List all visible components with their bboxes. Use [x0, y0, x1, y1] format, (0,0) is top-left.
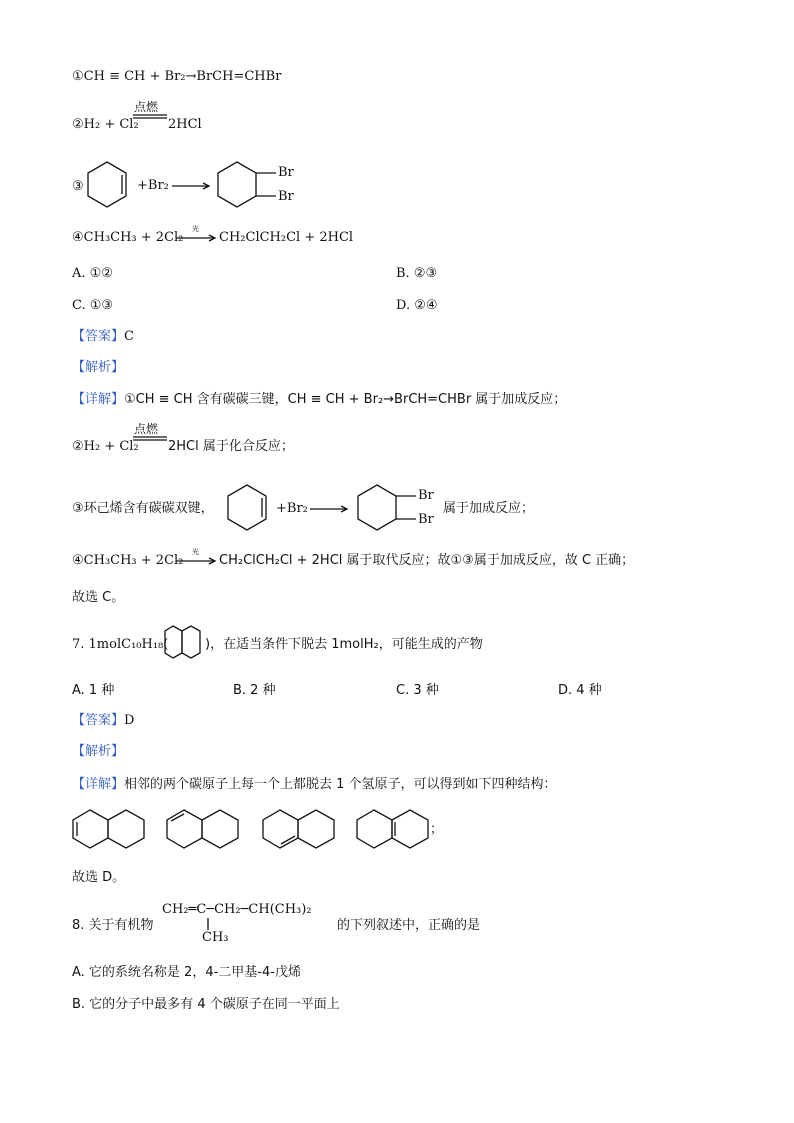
q6-detail-label: 【详解】 [72, 392, 125, 407]
q6-detail-2-double-line [133, 435, 167, 443]
q7-analysis-label: 【解析】 [72, 744, 125, 759]
q7-option-b: B. 2 种 [233, 683, 276, 698]
reaction-1: ①CH ≡ CH + Br₂→BrCH=CHBr [72, 69, 282, 84]
q7-answer-label: 【答案】 [72, 713, 125, 728]
q7-option-c: C. 3 种 [396, 683, 439, 698]
q6-detail-2-left: ②H₂ + Cl₂ [72, 439, 139, 454]
q6-detail-4-left: ④CH₃CH₃ + 2Cl₂ [72, 553, 184, 568]
reaction-2-double-line [133, 113, 167, 121]
q6-detail-1: ①CH ≡ CH 含有碳碳三键，CH ≡ CH + Br₂→BrCH=CHBr 属于加成反应； [124, 392, 567, 407]
q6-answer: C [124, 329, 134, 344]
q8-option-b: B. 它的分子中最多有 4 个碳原子在同一平面上 [72, 997, 340, 1012]
q7-conclusion: 故选 D。 [72, 870, 126, 885]
q6-option-b: B. ②③ [396, 266, 438, 281]
q6-detail-4-condition: 光 [192, 548, 199, 556]
q7-structures-semicolon: ； [430, 822, 444, 837]
product-structure-4 [356, 808, 432, 850]
detail-br-bottom: Br [418, 512, 434, 527]
reaction-2-left: ②H₂ + Cl₂ [72, 117, 139, 132]
q6-option-c: C. ①③ [72, 298, 114, 313]
reaction-4-arrow [176, 235, 216, 243]
product-structure-3 [262, 808, 338, 850]
detail-cyclohexene-structure [226, 484, 270, 532]
q7-stem-b: )，在适当条件下脱去 1molH₂，可能生成的产物 [205, 637, 483, 652]
q6-detail-4-arrow [176, 558, 216, 566]
q6-option-d: D. ②④ [396, 298, 438, 313]
q6-detail-2-right: 2HCl 属于化合反应； [168, 439, 294, 454]
q6-analysis-label: 【解析】 [72, 360, 125, 375]
q6-answer-label: 【答案】 [72, 329, 125, 344]
q6-conclusion: 故选 C。 [72, 590, 125, 605]
q6-detail-4-right: CH₂ClCH₂Cl + 2HCl 属于取代反应；故①③属于加成反应，故 C 正确； [219, 553, 635, 568]
q6-option-a: A. ①② [72, 266, 113, 281]
q7-stem-a: 7. 1molC₁₀H₁₈( [72, 637, 169, 652]
product-structure-2 [166, 808, 242, 850]
detail-br-top: Br [418, 488, 434, 503]
reaction-3-br-top: Br [278, 165, 294, 180]
q6-detail-3-left: ③环己烯含有碳碳双键， [72, 501, 214, 516]
decalin-structure [164, 624, 208, 664]
detail-3-arrow [310, 505, 350, 515]
q8-formula-branch: CH₃ [202, 930, 229, 945]
reaction-3-br-bottom: Br [278, 189, 294, 204]
detail-dibromocyclohexane-structure [356, 484, 400, 532]
reaction-3-reagent: +Br₂ [137, 178, 169, 193]
q7-answer: D [124, 713, 135, 728]
reaction-4-left: ④CH₃CH₃ + 2Cl₂ [72, 230, 184, 245]
q8-stem-a: 8. 关于有机物 [72, 918, 154, 933]
reaction-2-right: 2HCl [168, 117, 202, 132]
q6-detail-3-right: 属于加成反应； [443, 501, 535, 516]
dibromocyclohexane-structure [216, 161, 260, 209]
cyclohexene-structure [86, 161, 130, 209]
reaction-4-condition: 光 [192, 225, 199, 233]
product-structure-1 [72, 808, 148, 850]
q7-detail: 相邻的两个碳原子上每一个上都脱去 1 个氢原子，可以得到如下四种结构： [124, 777, 557, 792]
q6-detail-2-condition: 点燃 [134, 422, 159, 436]
q6-detail-3-reagent: +Br₂ [276, 501, 308, 516]
reaction-2-condition: 点燃 [134, 100, 159, 114]
reaction-4-right: CH₂ClCH₂Cl + 2HCl [219, 230, 354, 245]
q8-formula-main: CH₂═C─CH₂─CH(CH₃)₂ [162, 902, 312, 917]
q7-option-a: A. 1 种 [72, 683, 115, 698]
q8-stem-b: 的下列叙述中，正确的是 [337, 918, 481, 933]
q7-option-d: D. 4 种 [558, 683, 602, 698]
reaction-3-prefix: ③ [72, 179, 84, 194]
q7-detail-label: 【详解】 [72, 777, 125, 792]
reaction-3-arrow [172, 182, 212, 192]
q8-option-a: A. 它的系统名称是 2，4-二甲基-4-戊烯 [72, 965, 301, 980]
